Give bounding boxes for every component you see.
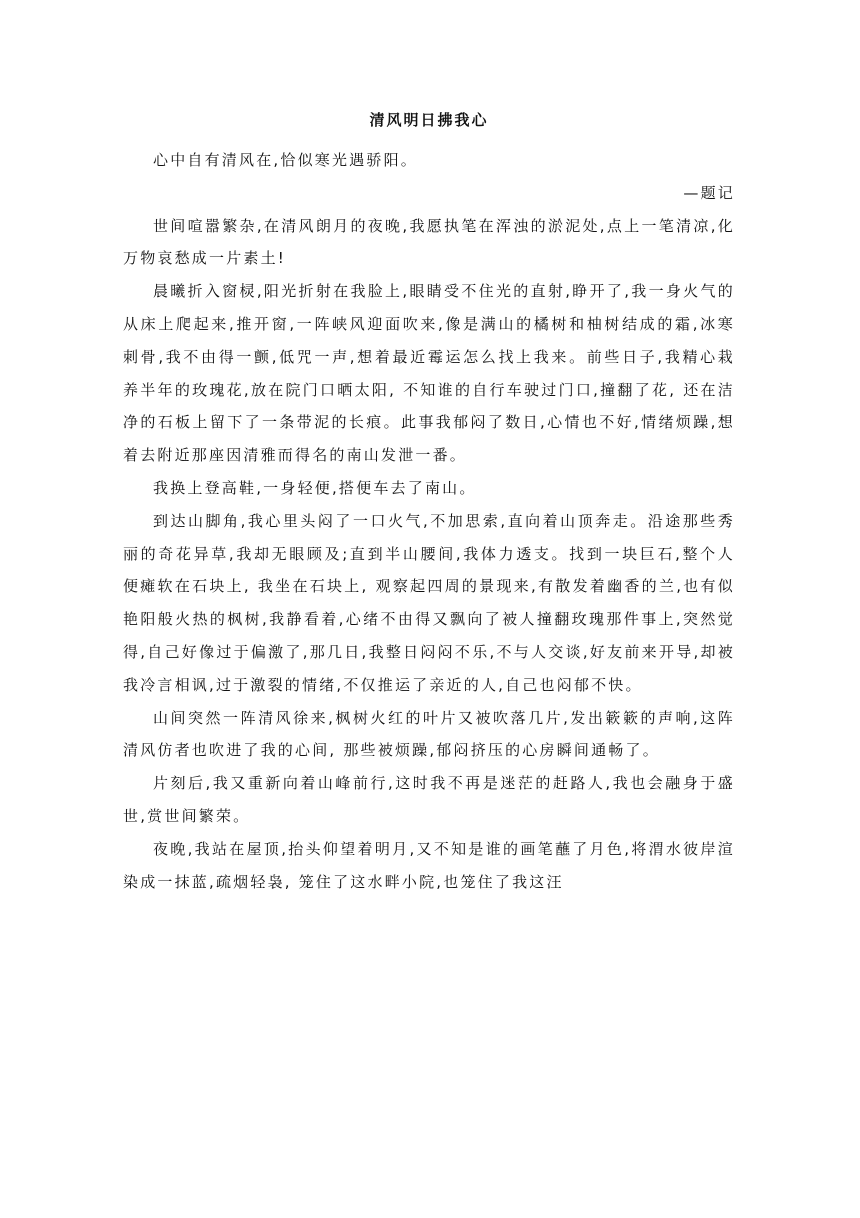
paragraph-5: 山间突然一阵清风徐来,枫树火红的叶片又被吹落几片,发出簌簌的声响,这阵清风仿者也吹进了我的心间, 那些被烦躁,郁闷挤压的心房瞬间通畅了。 [123, 708, 735, 760]
paragraph-4: 到达山脚角,我心里头闷了一口火气,不加思索,直向着山顶奔走。沿途那些秀丽的奇花异草,我却无眼顾及;直到半山腰间,我体力透支。找到一块巨石,整个人便瘫软在石块上, 我坐在石块上, 观察起四周的景现来,有散发着幽香的兰,也有似艳阳般火热的枫树,我静看着,心绪不由得又飘向了被人撞翻玫瑰那件事上,突然觉得,自己好像过于偏激了,那几日,我整日闷闷不乐,不与人交谈,好友前来开导,却被我冷言相讽,过于激裂的情绪,不仅推运了亲近的人,自己也闷郁不快。 [123, 511, 735, 694]
epigraph-signature: —题记 [683, 183, 735, 202]
paragraph-2: 晨曦折入窗棂,阳光折射在我脸上,眼睛受不住光的直射,睁开了,我一身火气的从床上爬起来,推开窗,一阵峡风迎面吹来,像是满山的橘树和柚树结成的霜,冰寒刺骨,我不由得一颤,低咒一声,想着最近霉运怎么找上我来。前些日子,我精心栽养半年的玫瑰花,放在院门口晒太阳, 不知谁的自行车驶过门口,撞翻了花, 还在洁净的石板上留下了一条带泥的长痕。此事我郁闷了数日,心情也不好,情绪烦躁,想着去附近那座因清雅而得名的南山发泄一番。 [123, 282, 735, 465]
paragraph-7: 夜晚,我站在屋顶,抬头仰望着明月,又不知是谁的画笔蘸了月色,将渭水彼岸渲染成一抹蓝,疏烟轻袅, 笼住了这水畔小院,也笼住了我这汪 [123, 839, 735, 891]
paragraph-3: 我换上登高鞋,一身轻便,搭便车去了南山。 [153, 478, 477, 497]
paragraph-6: 片刻后,我又重新向着山峰前行,这时我不再是迷茫的赶路人,我也会融身于盛世,赏世间繁荣。 [123, 774, 735, 825]
paragraph-1: 世间喧嚣繁杂,在清风朗月的夜晚,我愿执笔在浑浊的淤泥处,点上一笔清凉,化万物哀愁成一片素土! [123, 216, 735, 268]
essay-title: 清风明日拂我心 [369, 111, 489, 129]
essay-body [123, 104, 735, 898]
epigraph: 心中自有清风在,恰似寒光遇骄阳。 [153, 151, 418, 169]
